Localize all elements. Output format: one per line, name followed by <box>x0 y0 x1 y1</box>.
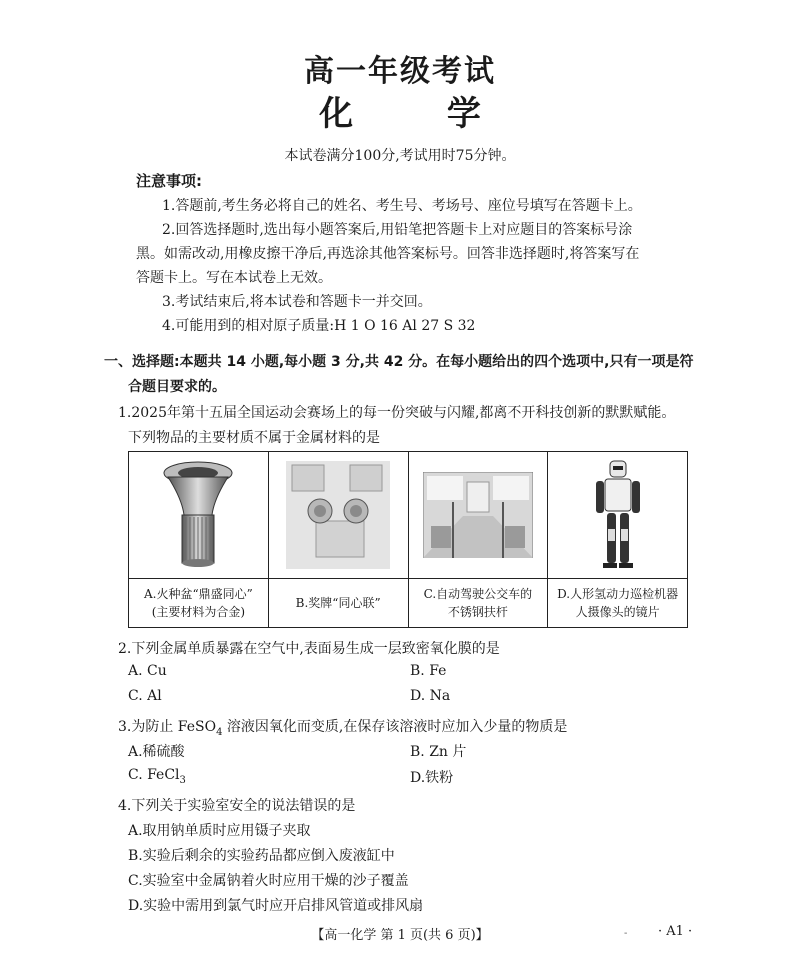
subject-char-2: 学 <box>446 94 481 134</box>
page-footer: 【高一化学 第 1 页(共 6 页)】 <box>311 928 489 943</box>
notice-item-2-cont2: 答题卡上。写在本试卷上无效。 <box>136 270 332 286</box>
subject-title <box>0 86 800 135</box>
section-heading-cont: 合题目要求的。 <box>128 379 226 395</box>
notice-heading: 注意事项: <box>136 172 202 190</box>
robot-icon <box>588 459 648 571</box>
q4-option-d: D.实验中需用到氯气时应开启排风管道或排风扇 <box>128 898 424 914</box>
q1-caption-c: C.自动驾驶公交车的 不锈钢扶杆 <box>408 579 548 628</box>
q1-image-b <box>268 452 408 579</box>
q1-image-a <box>129 452 269 579</box>
notice-item-1: 1.答题前,考生务必将自己的姓名、考生号、考场号、座位号填写在答题卡上。 <box>162 198 642 214</box>
q2-option-d: D. Na <box>410 688 451 704</box>
q1-stem: 1.2025年第十五届全国运动会赛场上的每一份突破与闪耀,都离不开科技创新的默默赋能。 <box>118 405 676 421</box>
bus-interior-icon <box>423 472 533 558</box>
q1-image-c <box>408 452 548 579</box>
q2-stem: 2.下列金属单质暴露在空气中,表面易生成一层致密氧化膜的是 <box>118 641 500 657</box>
q3-option-c: C. FeCl$_3$ <box>128 767 186 786</box>
q1-stem-cont: 下列物品的主要材质不属于金属材料的是 <box>128 430 380 446</box>
q1-caption-b: B.奖牌“同心联” <box>268 579 408 628</box>
q4-option-c: C.实验室中金属钠着火时应用干燥的沙子覆盖 <box>128 873 409 889</box>
q2-option-c: C. Al <box>128 688 162 704</box>
exam-info: 本试卷满分100分,考试用时75分钟。 <box>284 148 516 164</box>
q4-option-a: A.取用钠单质时应用镊子夹取 <box>128 823 311 839</box>
q3-option-d: D.铁粉 <box>410 770 454 786</box>
q1-image-d <box>548 452 688 579</box>
q4-stem: 4.下列关于实验室安全的说法错误的是 <box>118 798 356 814</box>
q2-option-a: A. Cu <box>128 663 167 679</box>
notice-item-2-cont: 黑。如需改动,用橡皮擦干净后,再选涂其他答案标号。回答非选择题时,将答案写在 <box>136 246 640 262</box>
medal-icon <box>286 461 390 569</box>
footer-mark: - <box>624 928 628 939</box>
section-heading: 一、选择题:本题共 14 小题,每小题 3 分,共 42 分。在每小题给出的四个选项中,只有一项是符 <box>104 354 694 370</box>
torch-cauldron-icon <box>158 459 238 571</box>
q3-option-b: B. Zn 片 <box>410 744 467 760</box>
q2-option-b: B. Fe <box>410 663 447 679</box>
q4-option-b: B.实验后剩余的实验药品都应倒入废液缸中 <box>128 848 395 864</box>
notice-item-3: 3.考试结束后,将本试卷和答题卡一并交回。 <box>162 294 432 310</box>
q1-caption-a: A.火种盆“鼎盛同心” (主要材料为合金) <box>129 579 269 628</box>
exam-title: 高一年级考试 <box>304 54 496 89</box>
q3-stem: 3.为防止 FeSO$_4$ 溶液因氧化而变质,在保存该溶液时应加入少量的物质是 <box>118 719 568 738</box>
q1-caption-d: D.人形氢动力巡检机器 人摄像头的镜片 <box>548 579 688 628</box>
subject-char-1: 化 <box>319 94 354 134</box>
notice-item-4: 4.可能用到的相对原子质量:H 1 O 16 Al 27 S 32 <box>162 318 476 334</box>
notice-item-2: 2.回答选择题时,选出每小题答案后,用铅笔把答题卡上对应题目的答案标号涂 <box>162 222 633 238</box>
q1-image-table <box>128 451 688 628</box>
q3-option-a: A.稀硫酸 <box>128 744 185 760</box>
paper-code: · A1 · <box>658 924 693 939</box>
